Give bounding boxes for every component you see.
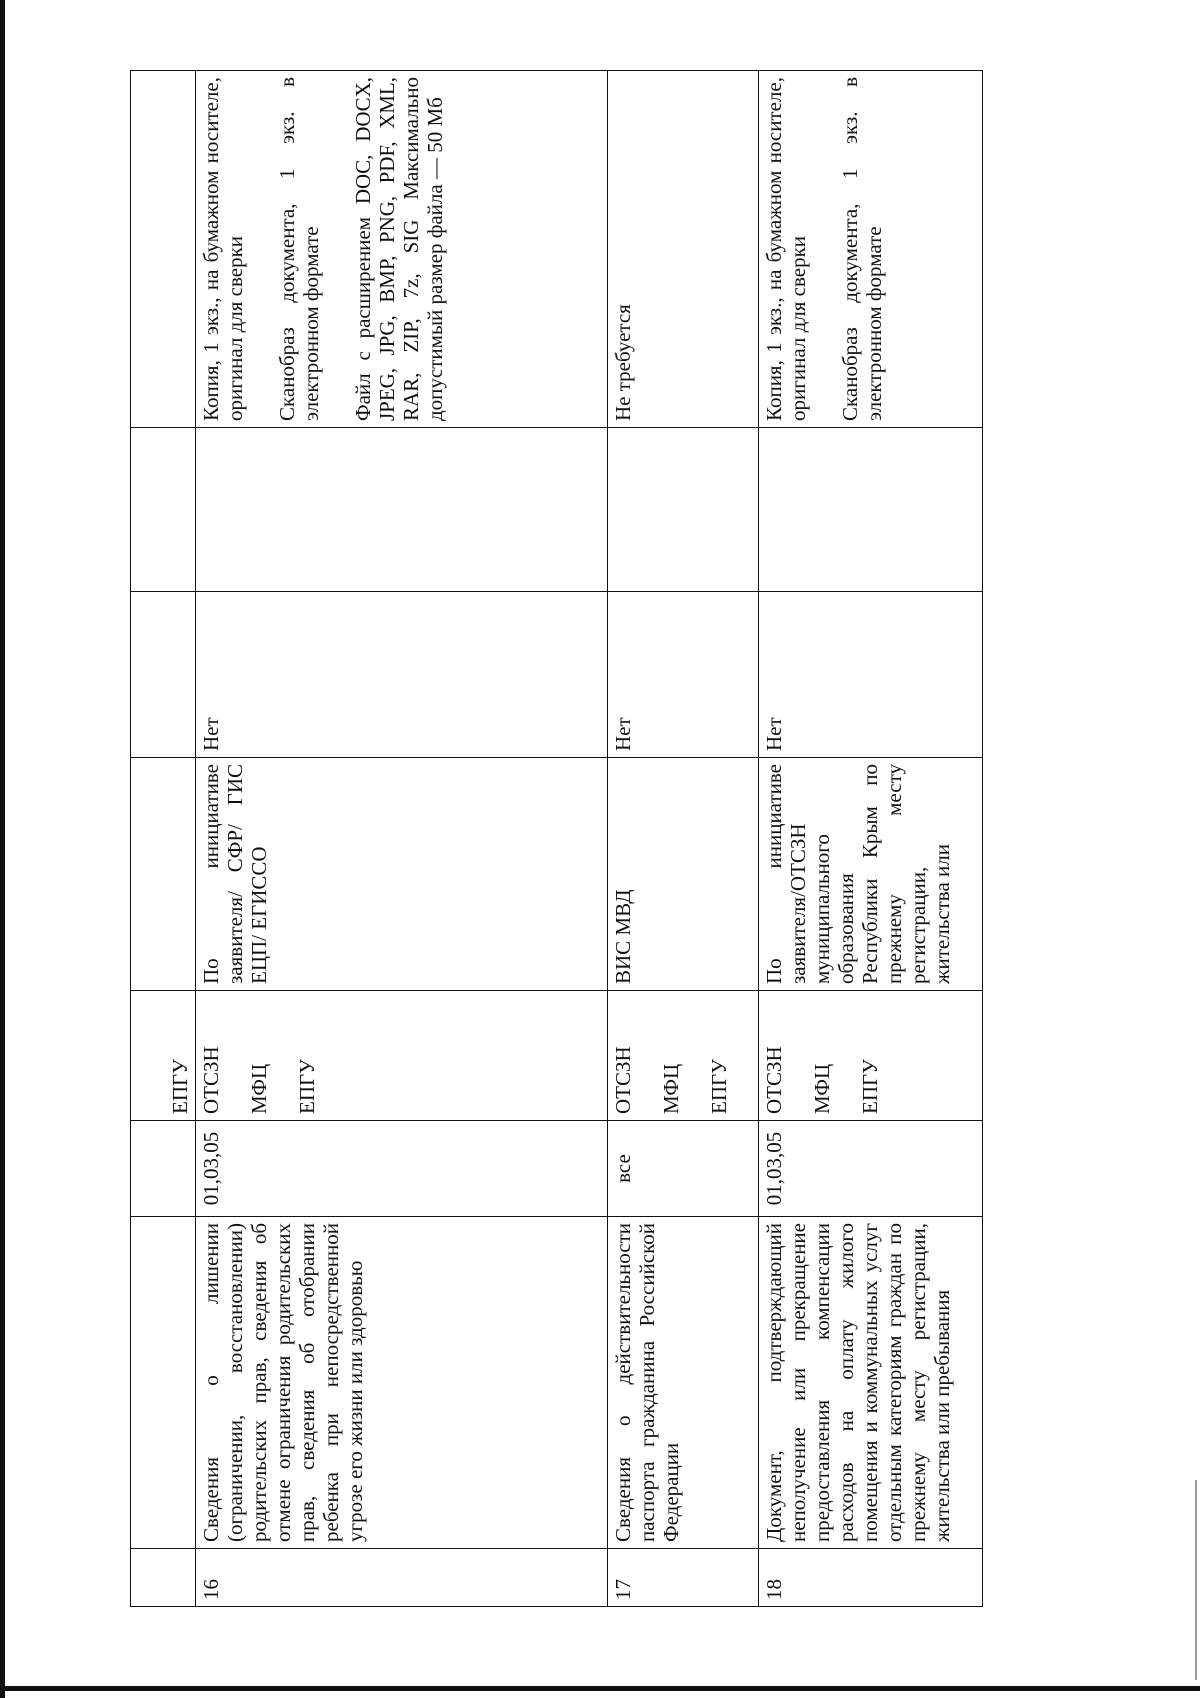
place-item: МФЦ: [247, 1063, 271, 1114]
place-item: ОТСЗН: [199, 1046, 223, 1114]
header-cell: [131, 758, 196, 991]
place-item: ОТСЗН: [762, 1046, 786, 1114]
empty-cell: [608, 428, 759, 592]
submission-places: [608, 991, 759, 1121]
place-item: ЕПГУ: [295, 1058, 319, 1114]
table-row: [608, 71, 759, 1607]
category-codes: 01,03,05: [759, 1121, 983, 1217]
form-item: Не требуется: [611, 304, 635, 421]
return-flag: Нет: [759, 592, 983, 758]
place-item: ЕПГУ: [858, 1058, 882, 1114]
form-item: Копия, 1 экз., на бумажном носителе, оригинал для сверки: [199, 77, 247, 421]
return-flag: Нет: [608, 592, 759, 758]
submission-places: [759, 991, 983, 1121]
documents-table: [130, 70, 983, 1607]
header-cell: [131, 428, 196, 592]
form-item: Файл с расширением DOC, DOCX, JPEG, JPG, BMP, PNG, PDF, XML, RAR, ZIP, 7z, SIG Максимально допустимый размер файла — 50 Мб: [351, 77, 447, 421]
form-item: Копия, 1 экз., на бумажном носителе, оригинал для сверки: [762, 77, 810, 421]
header-cell: [131, 71, 196, 428]
header-cell: [131, 1549, 196, 1607]
table-row: [196, 71, 608, 1607]
row-number: 17: [608, 1549, 759, 1607]
table-header-row: [131, 71, 196, 1607]
category-codes: 01,03,05: [196, 1121, 608, 1217]
data-source: По инициативе заявителя/ОТСЗН муниципального образования Республики Крым по прежнему месту регистрации, жительства или: [759, 758, 983, 991]
category-codes: все: [608, 1121, 759, 1217]
header-cell-epgu: ЕПГУ: [131, 991, 196, 1121]
table-row: [759, 71, 983, 1607]
form-item: Сканобраз документа, 1 экз. в электронном формате: [275, 77, 323, 421]
submission-places: [196, 991, 608, 1121]
data-source: По инициативе заявителя/ СФР/ ГИС ЕЦП/ ЕГИССО: [196, 758, 608, 991]
place-item: МФЦ: [810, 1063, 834, 1114]
header-cell: [131, 592, 196, 758]
submission-form: [196, 71, 608, 428]
submission-form: [759, 71, 983, 428]
header-cell: [131, 1121, 196, 1217]
form-item: Сканобраз документа, 1 экз. в электронном формате: [838, 77, 886, 421]
return-flag: Нет: [196, 592, 608, 758]
place-item: ЕПГУ: [707, 1058, 731, 1114]
place-item: ОТСЗН: [611, 1046, 635, 1114]
row-number: 16: [196, 1549, 608, 1607]
data-source: ВИС МВД: [608, 758, 759, 991]
document-name: Сведения о лишении (ограничении, восстановлении) родительских прав, сведения об отмене ограничения родительских прав, сведения об отобрании ребенка при непосредственной угрозе его жизни или здоровью: [196, 1217, 608, 1549]
empty-cell: [759, 428, 983, 592]
header-cell: [131, 1217, 196, 1549]
empty-cell: [196, 428, 608, 592]
place-item: МФЦ: [659, 1063, 683, 1114]
document-name: Документ, подтверждающий неполучение или прекращение предоставления компенсации расходов на оплату жилого помещения и коммунальных услуг отдельным категориям граждан по прежнему месту регистрации, жительства или пребывания: [759, 1217, 983, 1549]
document-name: Сведения о действительности паспорта гражданина Российской Федерации: [608, 1217, 759, 1549]
submission-form: [608, 71, 759, 428]
row-number: 18: [759, 1549, 983, 1607]
